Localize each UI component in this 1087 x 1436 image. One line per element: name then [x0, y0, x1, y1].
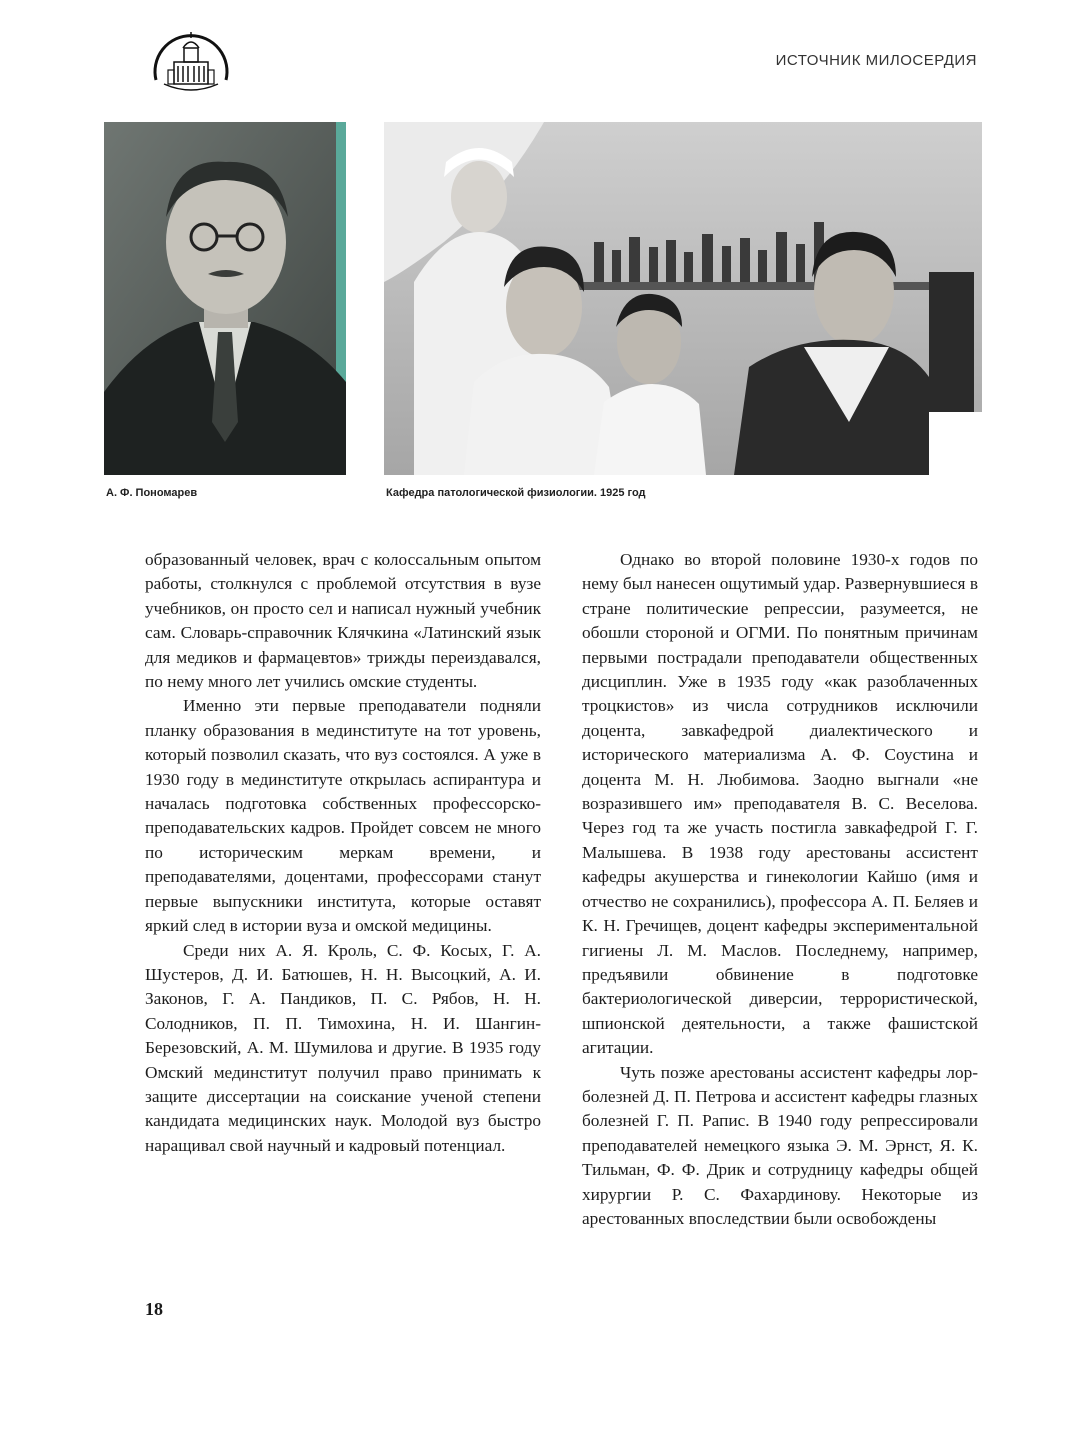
paragraph: Среди них А. Я. Кроль, С. Ф. Косых, Г. А. Шустеров, Д. И. Батюшев, Н. Н. Высоцкий, А. И. Законов, Г. А. Пандиков, П. С. Рябов, Н. Н. Солодников, П. П. Тимохина, Н. И. Шангин-Березовский, А. М. Шумилова и другие. В 1935 году Омский мединститут получил право принимать к защите диссертации на соискание ученой степени кандидата медицинских наук. Молодой вуз быстро наращивал свой научный и кадровый потенциал.	[145, 940, 541, 1155]
paragraph: образованный человек, врач с колоссальным опытом работы, столкнулся с проблемой отсутствия в вузе учебников, он просто сел и написал нужный учебник сам. Словарь-справочник Клячкина «Латинский язык для медиков и фармацевтов» трижды переиздавался, по нему много лет учились омские студенты.	[145, 550, 541, 692]
portrait-photo	[104, 122, 346, 475]
right-text-column	[582, 548, 978, 1231]
paragraph: Чуть позже арестованы ассистент кафедры лор-болезней Д. П. Петрова и ассистент кафедры глазных болезней Г. П. Рапис. В 1940 году репрессировали преподавателей немецкого языка Э. М. Эрнст, Я. К. Тильман, Ф. Ф. Дрик и сотрудницу кафедры общей хирургии Р. С. Фахардинову. Некоторые из арестованных впоследствии были освобождены	[582, 1062, 978, 1228]
group-photo-caption: Кафедра патологической физиологии. 1925 год	[386, 487, 646, 499]
group-photo	[384, 122, 982, 475]
left-text-column	[145, 548, 541, 1158]
paragraph: Однако во второй половине 1930-х годов по нему был нанесен ощутимый удар. Развернувшиеся в стране политические репрессии, разумеется, не обошли стороной и ОГМИ. По понятным причинам первыми пострадали преподаватели общественных дисциплин. Уже в 1935 году «как разоблаченных троцкистов» из числа сотрудников исключили доцента, завкафедрой диалектического и исторического материализма А. Ф. Соустина и доцента М. Н. Любимова. Заодно выгнали «не возразившего им» преподавателя В. С. Веселова. Через год та же участь постигла завкафедрой Г. Г. Малышева. В 1938 году арестованы ассистент кафедры акушерства и гинекологии Кайшо (имя и отчество не сохранились), профессора А. П. Беляев и К. Н. Гречищев, доцент кафедры экспериментальной гигиены Л. М. Маслов. Последнему, например, предъявили обвинение в подготовке бактериологической диверсии, террористической, шпионской деятельности, а также фашистской агитации.	[582, 550, 978, 1058]
paragraph: Именно эти первые преподаватели подняли планку образования в мединституте на тот уровень, который позволил сказать, что вуз состоялся. А уже в 1930 году в мединституте открылась аспирантура и началась подготовка собственных профессорско-преподавательских кадров. Пройдет совсем не много по историческим меркам времени, и преподавателями, доцентами, профессорами станут первые выпускники института, которые оставят яркий след в истории вуза и омской медицины.	[145, 696, 541, 936]
portrait-caption: А. Ф. Пономарев	[106, 487, 198, 499]
page-number: 18	[145, 1299, 163, 1319]
running-header-title: ИСТОЧНИК МИЛОСЕРДИЯ	[775, 52, 977, 69]
university-logo-icon	[150, 22, 232, 104]
